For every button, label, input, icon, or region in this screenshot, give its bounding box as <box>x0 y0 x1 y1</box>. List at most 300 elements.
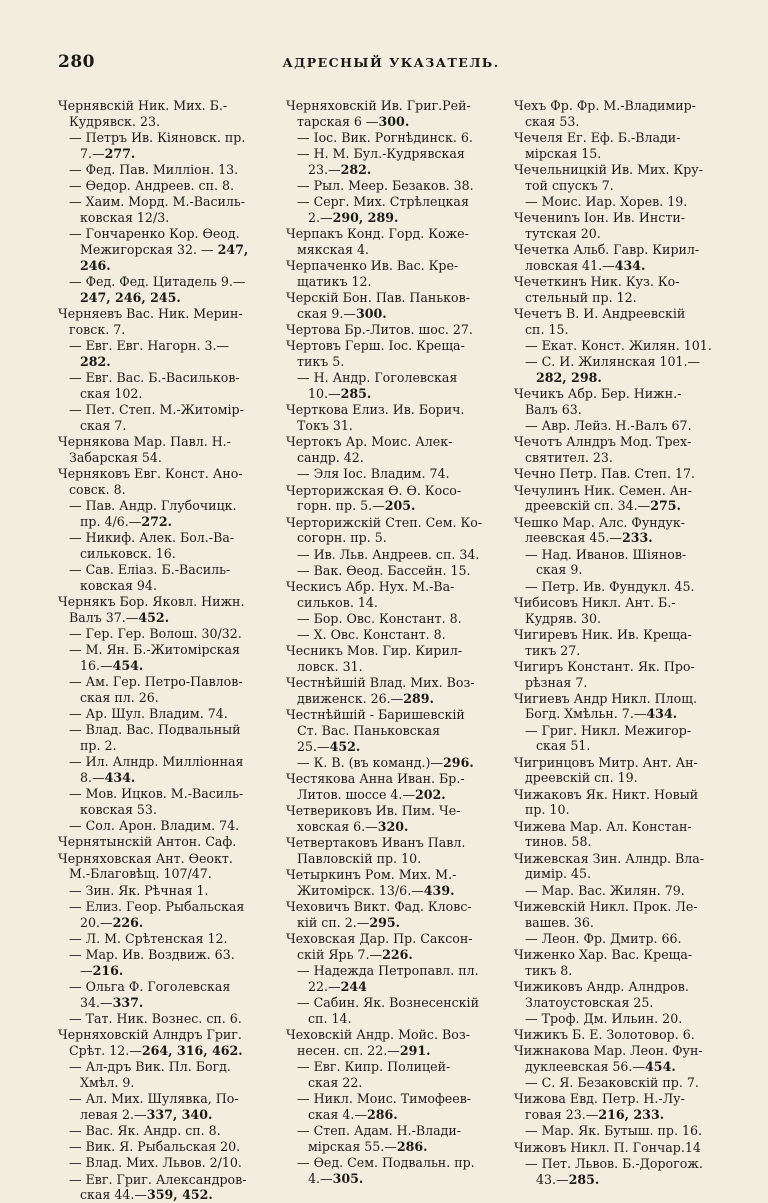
entry-line: левая 2.—337, 340. <box>80 1106 213 1122</box>
directory-entry <box>514 418 724 434</box>
directory-entry <box>58 530 268 562</box>
entry-line: — Ал. Мих. Шулявка, По- <box>69 1091 239 1107</box>
directory-entry <box>514 274 724 306</box>
entry-line: Богд. Хмѣльн. 7.—434. <box>525 706 678 722</box>
entry-line: — Вак. Өеод. Бассейн. 15. <box>297 562 471 578</box>
entry-line: — Влад. Вас. Подвальный <box>69 722 241 738</box>
directory-entry <box>514 883 724 899</box>
entry-line: М.-Благовѣщ. 107/47. <box>69 866 212 882</box>
entry-line: сильков. 14. <box>297 594 378 610</box>
entry-line: — Фед. Пав. Милліон. 13. <box>69 161 239 177</box>
entry-line: Чешко Мар. Алс. Фундук- <box>514 514 685 530</box>
entry-line: дреевскій сп. 19. <box>525 770 638 786</box>
entry-line: сп. 14. <box>308 1010 352 1026</box>
entry-line: 7.—277. <box>80 145 136 161</box>
directory-entry <box>58 706 268 722</box>
entry-line: Чеховичъ Викт. Фад. Кловс- <box>286 899 472 915</box>
entry-line: — Екат. Конст. Жилян. 101. <box>525 338 712 354</box>
directory-entry <box>58 1011 268 1027</box>
entry-line: Черняевъ Вас. Ник. Мерин- <box>58 306 243 322</box>
directory-entry <box>286 338 496 370</box>
entry-line: говая 23.—216, 233. <box>525 1107 665 1123</box>
directory-entry <box>514 386 724 418</box>
directory-entry <box>514 947 724 979</box>
directory-entry <box>514 1075 724 1091</box>
entry-line: — Н. М. Бул.-Кудрявская <box>297 146 465 162</box>
entry-line: тутская 20. <box>525 225 601 241</box>
entry-line: Черторижскій Степ. Сем. Ко- <box>286 514 483 530</box>
entry-line: — Пав. Андр. Глубочицк. <box>69 498 237 513</box>
entry-line: Чибисовъ Никл. Ант. Б.- <box>514 594 676 610</box>
entry-line: — Евг. Вас. Б.-Васильков- <box>69 370 240 386</box>
entry-line: — Вик. Я. Рыбальская 20. <box>69 1139 241 1155</box>
entry-line: — Ам. Гер. Петро-Павлов- <box>69 674 243 690</box>
directory-entry <box>58 834 268 850</box>
entry-line: ковская 94. <box>80 577 157 593</box>
entry-line: Ст. Вас. Паньковская <box>297 723 441 739</box>
entry-line: ковская 12/3. <box>80 210 170 226</box>
entry-line: сп. 15. <box>525 321 569 337</box>
entry-line: Честнѣйшій Влад. Мих. Воз- <box>286 675 475 691</box>
entry-line: вашев. 36. <box>525 914 594 930</box>
entry-line: тикъ 8. <box>525 962 573 978</box>
entry-line: — С. Я. Безаковскій пр. 7. <box>525 1075 699 1091</box>
directory-entry <box>514 1156 724 1188</box>
entry-line: 4.—305. <box>308 1170 364 1186</box>
entry-line: — Сав. Еліаз. Б.-Василь- <box>69 561 231 577</box>
entry-line: Валъ 37.—452. <box>69 609 170 625</box>
entry-line: — Влад. Мих. Львов. 2/10. <box>69 1155 242 1171</box>
entry-line: 282. <box>80 353 111 369</box>
entry-line: Чернятынскій Антон. Саф. <box>58 834 237 850</box>
entry-line: тарская 6 —300. <box>297 113 410 129</box>
directory-entry <box>286 675 496 707</box>
entry-line: мірская 15. <box>525 145 602 161</box>
directory-entry <box>58 194 268 226</box>
entry-line: — Н. Андр. Гоголевская <box>297 370 458 386</box>
entry-line: Чечулинъ Ник. Семен. Ан- <box>514 482 692 498</box>
directory-entry <box>58 1091 268 1123</box>
entry-line: Чигиевъ Андр Никл. Площ. <box>514 690 697 706</box>
entry-line: — Пет. Степ. М.-Житомір- <box>69 402 244 418</box>
directory-entry <box>58 226 268 273</box>
entry-line: Черняховская Ант. Өеокт. <box>58 850 233 866</box>
directory-entry <box>514 787 724 819</box>
directory-entry <box>286 547 496 563</box>
entry-line: ская 9. <box>536 562 583 578</box>
entry-line: 10.—285. <box>308 386 372 402</box>
directory-entry <box>514 162 724 194</box>
entry-line: Чертокъ Ар. Моис. Алек- <box>286 434 453 450</box>
directory-entry <box>286 98 496 130</box>
entry-line: — Бор. Овс. Констант. 8. <box>297 610 462 626</box>
entry-line: сандр. 42. <box>297 450 364 466</box>
page-number: 280 <box>58 52 95 72</box>
entry-line: Златоустовская 25. <box>525 994 654 1010</box>
entry-line: Межигорская 32. — 247, <box>80 242 249 258</box>
directory-entry <box>58 754 268 786</box>
entry-line: Черторижская Ө. Ө. Косо- <box>286 482 462 498</box>
directory-entry <box>286 1091 496 1123</box>
entry-line: Чижикъ Б. Е. Золотовор. 6. <box>514 1027 695 1043</box>
entry-line: — Серг. Мих. Стрѣлецкая <box>297 194 469 210</box>
directory-entry <box>514 483 724 515</box>
entry-line: Чечельницкій Ив. Мих. Кру- <box>514 161 703 177</box>
entry-line: — Өедор. Андреев. сп. 8. <box>69 178 234 194</box>
entry-line: ская 22. <box>308 1074 363 1090</box>
directory-entry <box>58 402 268 434</box>
directory-entry <box>58 786 268 818</box>
entry-line: —216. <box>80 962 124 978</box>
directory-entry <box>514 1011 724 1027</box>
entry-line: Чигринцовъ Митр. Ант. Ан- <box>514 754 698 770</box>
entry-line: Чечетъ В. И. Андреевскій <box>514 306 686 322</box>
entry-line: ская 102. <box>80 385 143 401</box>
directory-entry <box>58 1059 268 1091</box>
entry-line: Чижова Евд. Петр. Н.-Лу- <box>514 1091 685 1107</box>
entry-line: 246. <box>80 257 111 273</box>
directory-entry <box>286 803 496 835</box>
entry-line: — Авр. Лейз. Н.-Валъ 67. <box>525 418 692 434</box>
directory-entry <box>58 1139 268 1155</box>
directory-entry <box>514 242 724 274</box>
entry-line: Черняховскій Ив. Григ.Рей- <box>286 98 471 113</box>
entry-line: — Григ. Никл. Межигор- <box>525 722 692 738</box>
entry-line: Ческисъ Абр. Нух. М.-Ва- <box>286 578 455 594</box>
directory-entry <box>286 707 496 754</box>
directory-entry <box>514 338 724 354</box>
entry-line: 25.—452. <box>297 738 361 754</box>
directory-entry <box>286 643 496 675</box>
entry-line: совск. 8. <box>69 481 126 497</box>
directory-entry <box>514 1123 724 1139</box>
entry-line: Литов. шоссе 4.—202. <box>297 787 446 803</box>
entry-line: святител. 23. <box>525 450 613 466</box>
directory-entry <box>286 370 496 402</box>
directory-entry <box>286 178 496 194</box>
directory-entry <box>58 562 268 594</box>
directory-entry <box>58 1123 268 1139</box>
directory-entry <box>514 579 724 595</box>
entry-line: Чижнакова Мар. Леон. Фун- <box>514 1043 703 1059</box>
entry-line: — Сол. Арон. Владим. 74. <box>69 818 240 834</box>
entry-line: мякская 4. <box>297 242 370 258</box>
directory-entry <box>286 835 496 867</box>
directory-entry <box>514 979 724 1011</box>
entry-line: дуклеевская 56.—454. <box>525 1059 676 1075</box>
entry-line: ская 7. <box>80 417 127 433</box>
directory-entry <box>286 402 496 434</box>
entry-line: 8.—434. <box>80 770 136 786</box>
directory-entry <box>58 338 268 370</box>
entry-line: — Іос. Вик. Рогнѣдинск. 6. <box>297 129 473 145</box>
directory-entry <box>514 1091 724 1123</box>
entry-line: — Степ. Адам. Н.-Влади- <box>297 1123 462 1139</box>
entry-line: Чижевскій Никл. Прок. Ле- <box>514 898 698 914</box>
entry-line: — М. Ян. Б.-Житомірская <box>69 642 240 658</box>
entry-line: тикъ 27. <box>525 642 581 658</box>
entry-line: Чигиревъ Ник. Ив. Крещa- <box>514 626 692 642</box>
directory-entry <box>286 755 496 771</box>
entry-line: — Ив. Льв. Андреев. сп. 34. <box>297 546 480 562</box>
directory-entry <box>286 466 496 482</box>
directory-entry <box>286 483 496 515</box>
entry-line: Честнѣйшій - Баришевскій <box>286 707 465 723</box>
entry-line: — Петръ Ив. Кіяновск. пр. <box>69 129 246 145</box>
entry-line: тинов. 58. <box>525 834 592 850</box>
entry-line: Чижовъ Никл. П. Гончар.14 <box>514 1139 701 1155</box>
entry-line: — Мов. Ицков. М.-Василь- <box>69 786 244 802</box>
directory-entry <box>58 466 268 498</box>
directory-entry <box>514 434 724 466</box>
entry-line: Чечикъ Абр. Бер. Нижн.- <box>514 386 682 402</box>
directory-entry <box>286 579 496 611</box>
directory-entry <box>286 611 496 627</box>
directory-entry <box>286 963 496 995</box>
entry-line: Токъ 31. <box>297 418 353 434</box>
directory-entry <box>58 883 268 899</box>
directory-entry <box>286 931 496 963</box>
directory-entry <box>58 818 268 834</box>
entry-line: Чечно Петр. Пав. Степ. 17. <box>514 466 696 482</box>
entry-line: Черскій Бон. Пав. Паньков- <box>286 290 470 306</box>
entry-line: пр. 4/6.—272. <box>80 513 173 529</box>
entry-line: — Никиф. Алек. Бол.-Ва- <box>69 529 235 545</box>
entry-line: Чечениnъ Іон. Ив. Инсти- <box>514 210 685 226</box>
directory-columns <box>58 98 724 1203</box>
entry-line: мірская 55.—286. <box>308 1138 428 1154</box>
entry-line: — Сабин. Як. Вознесенскій <box>297 995 479 1011</box>
directory-entry <box>286 995 496 1027</box>
directory-entry <box>58 98 268 130</box>
entry-line: — Ил. Алндр. Милліонная <box>69 754 244 770</box>
entry-line: 43.—285. <box>536 1171 600 1187</box>
entry-line: Чехъ Фр. Фр. М.-Владимир- <box>514 98 696 113</box>
entry-line: Черткова Елиз. Ив. Борич. <box>286 402 465 418</box>
directory-entry <box>286 1155 496 1187</box>
entry-line: — Пет. Львов. Б.-Дорогож. <box>525 1155 703 1171</box>
entry-line: скій Ярь 7.—226. <box>297 946 413 962</box>
entry-line: Чернявскій Ник. Мих. Б.- <box>58 98 228 113</box>
entry-line: Кудрявск. 23. <box>69 113 160 129</box>
directory-entry <box>58 1027 268 1059</box>
entry-line: Павловскій пр. 10. <box>297 851 422 866</box>
directory-entry <box>514 627 724 659</box>
entry-line: Чеховская Дар. Пр. Саксон- <box>286 931 473 947</box>
entry-line: 282, 298. <box>536 370 602 386</box>
entry-line: Чесникъ Мов. Гир. Кирил- <box>286 643 463 659</box>
entry-line: Четвертаковъ Иванъ Павл. <box>286 835 466 851</box>
entry-line: — Хаим. Морд. М.-Василь- <box>69 194 246 210</box>
entry-line: ская 4.—286. <box>308 1106 398 1122</box>
entry-line: — Эля Іос. Владим. 74. <box>297 466 450 482</box>
directory-entry <box>286 130 496 146</box>
entry-line: — Гер. Гер. Волош. 30/32. <box>69 625 242 641</box>
entry-line: леевская 45.—233. <box>525 530 653 546</box>
directory-entry <box>286 867 496 899</box>
directory-column-3 <box>514 98 724 1187</box>
page-header <box>58 52 724 74</box>
entry-line: — Леон. Фр. Дмитр. 66. <box>525 930 682 946</box>
directory-entry <box>58 931 268 947</box>
directory-entry <box>58 626 268 642</box>
directory-entry <box>286 627 496 643</box>
entry-line: Чечеля Ег. Еф. Б.-Влади- <box>514 129 681 145</box>
entry-line: — К. В. (въ команд.)—296. <box>297 755 474 771</box>
entry-line: ская 53. <box>525 113 580 129</box>
entry-line: щатикъ 12. <box>297 274 372 290</box>
entry-line: ская 44.—359, 452. <box>80 1187 213 1203</box>
entry-line: — Троф. Дм. Ильин. 20. <box>525 1010 683 1026</box>
directory-entry <box>286 563 496 579</box>
entry-line: — Евг. Евг. Нагорн. 3.— <box>69 338 230 354</box>
entry-line: — Л. М. Срѣтенская 12. <box>69 930 228 946</box>
entry-line: Житомірск. 13/6.—439. <box>297 882 455 898</box>
entry-line: Чеховскій Андр. Мойс. Воз- <box>286 1027 470 1043</box>
entry-line: рѣзная 7. <box>525 674 588 690</box>
directory-entry <box>514 899 724 931</box>
directory-entry <box>58 979 268 1011</box>
directory-column-1 <box>58 98 268 1203</box>
directory-entry <box>514 723 724 755</box>
directory-entry <box>58 370 268 402</box>
entry-line: говск. 7. <box>69 321 126 337</box>
entry-line: — С. И. Жилянская 101.— <box>525 354 701 370</box>
entry-line: — Вас. Як. Андр. сп. 8. <box>69 1123 221 1139</box>
directory-entry <box>286 226 496 258</box>
directory-entry <box>58 899 268 931</box>
directory-entry <box>514 130 724 162</box>
entry-line: — Рыл. Меер. Безаков. 38. <box>297 178 474 194</box>
directory-entry <box>514 306 724 338</box>
directory-entry <box>514 1043 724 1075</box>
entry-line: 22.—244 <box>308 978 367 994</box>
directory-entry <box>286 899 496 931</box>
directory-entry <box>286 258 496 290</box>
entry-line: пр. 10. <box>525 802 570 818</box>
entry-line: Чечеткинъ Ник. Куз. Ко- <box>514 274 680 290</box>
entry-line: — Ар. Шул. Владим. 74. <box>69 706 228 722</box>
entry-line: ловская 41.—434. <box>525 257 646 273</box>
directory-entry <box>58 162 268 178</box>
entry-line: — Елиз. Геор. Рыбальская <box>69 898 245 914</box>
directory-entry <box>58 306 268 338</box>
directory-entry <box>514 819 724 851</box>
directory-entry <box>286 1123 496 1155</box>
directory-entry <box>286 434 496 466</box>
running-head: АДРЕСНЫЙ УКАЗАТЕЛЬ. <box>282 55 500 70</box>
directory-entry <box>514 931 724 947</box>
directory-entry <box>286 146 496 178</box>
entry-line: той спускъ 7. <box>525 177 614 193</box>
entry-line: — Фед. Фед. Цитадель 9.— <box>69 274 246 290</box>
directory-entry <box>58 851 268 883</box>
directory-entry <box>514 691 724 723</box>
directory-entry <box>514 1027 724 1043</box>
entry-line: Чернякова Мар. Павл. Н.- <box>58 434 231 450</box>
directory-entry <box>514 547 724 579</box>
directory-entry <box>286 194 496 226</box>
directory-entry <box>514 354 724 386</box>
entry-line: Четыркинъ Ром. Мих. М.- <box>286 867 457 883</box>
entry-line: Хмѣл. 9. <box>80 1074 135 1090</box>
entry-line: 2.—290, 289. <box>308 210 399 226</box>
entry-line: ская 51. <box>536 738 591 754</box>
entry-line: сильковск. 16. <box>80 545 176 561</box>
entry-line: — Евг. Кипр. Полицей- <box>297 1059 451 1075</box>
entry-line: 20.—226. <box>80 914 144 930</box>
entry-line: Чертова Бр.-Литов. шос. 27. <box>286 322 473 338</box>
entry-line: Чечотъ Алндръ Мод. Трех- <box>514 434 692 450</box>
directory-entry <box>58 947 268 979</box>
directory-entry <box>286 1027 496 1059</box>
entry-line: — Надежда Петропавл. пл. <box>297 963 479 979</box>
entry-line: дреевскій сп. 34.—275. <box>525 498 681 514</box>
entry-line: Черняховскій Алндръ Григ. <box>58 1027 242 1043</box>
entry-line: — Мар. Ив. Воздвиж. 63. <box>69 946 235 962</box>
entry-line: — Зин. Як. Рѣчная 1. <box>69 882 209 898</box>
directory-entry <box>286 322 496 338</box>
entry-line: — Ал-дръ Вик. Пл. Богд. <box>69 1059 231 1075</box>
entry-line: — Над. Иванов. Шіянов- <box>525 546 687 562</box>
entry-line: Чечетка Альб. Гавр. Кирил- <box>514 242 700 258</box>
directory-entry <box>58 642 268 674</box>
directory-entry <box>58 274 268 306</box>
entry-line: 34.—337. <box>80 994 144 1010</box>
entry-line: 247, 246, 245. <box>80 289 181 305</box>
directory-entry <box>58 178 268 194</box>
entry-line: Валъ 63. <box>525 402 582 418</box>
entry-line: Чиженко Хар. Вас. Крещa- <box>514 946 693 962</box>
directory-entry <box>58 1172 268 1203</box>
entry-line: Чертовъ Герш. Іос. Крещa- <box>286 338 465 354</box>
directory-entry <box>58 722 268 754</box>
entry-line: Честякова Анна Иван. Бр.- <box>286 771 465 787</box>
entry-line: тикъ 5. <box>297 354 345 370</box>
entry-line: согорн. пр. 5. <box>297 530 387 546</box>
directory-entry <box>58 498 268 530</box>
directory-entry <box>514 466 724 482</box>
directory-entry <box>286 290 496 322</box>
entry-line: димір. 45. <box>525 866 592 882</box>
directory-entry <box>514 1140 724 1156</box>
directory-entry <box>58 594 268 626</box>
entry-line: — Никл. Моис. Тимофеев- <box>297 1091 472 1107</box>
entry-line: Черпаченко Ив. Вас. Кре- <box>286 258 459 274</box>
entry-line: — Өед. Сем. Подвальн. пр. <box>297 1155 475 1171</box>
entry-line: Срѣт. 12.—264, 316, 462. <box>69 1042 243 1058</box>
entry-line: — Евг. Григ. Александров- <box>69 1171 247 1187</box>
directory-entry <box>514 851 724 883</box>
entry-line: — Мар. Як. Бутыш. пр. 16. <box>525 1123 702 1139</box>
directory-entry <box>58 130 268 162</box>
entry-line: движенск. 26.—289. <box>297 691 434 707</box>
directory-entry <box>286 515 496 547</box>
entry-line: — Х. Овс. Констант. 8. <box>297 627 446 643</box>
entry-line: Черняковъ Евг. Конст. Ано- <box>58 466 243 482</box>
entry-line: — Петр. Ив. Фундукл. 45. <box>525 578 695 594</box>
entry-line: ская пл. 26. <box>80 689 159 705</box>
entry-line: Чижева Мар. Ал. Констан- <box>514 818 692 834</box>
entry-line: стельный пр. 12. <box>525 289 637 305</box>
directory-entry <box>514 515 724 547</box>
entry-line: Чижевская Зин. Алндр. Вла- <box>514 850 705 866</box>
directory-entry <box>286 1059 496 1091</box>
directory-entry <box>514 210 724 242</box>
directory-entry <box>58 1155 268 1171</box>
entry-line: несен. сп. 22.—291. <box>297 1042 431 1058</box>
entry-line: 16.—454. <box>80 657 144 673</box>
